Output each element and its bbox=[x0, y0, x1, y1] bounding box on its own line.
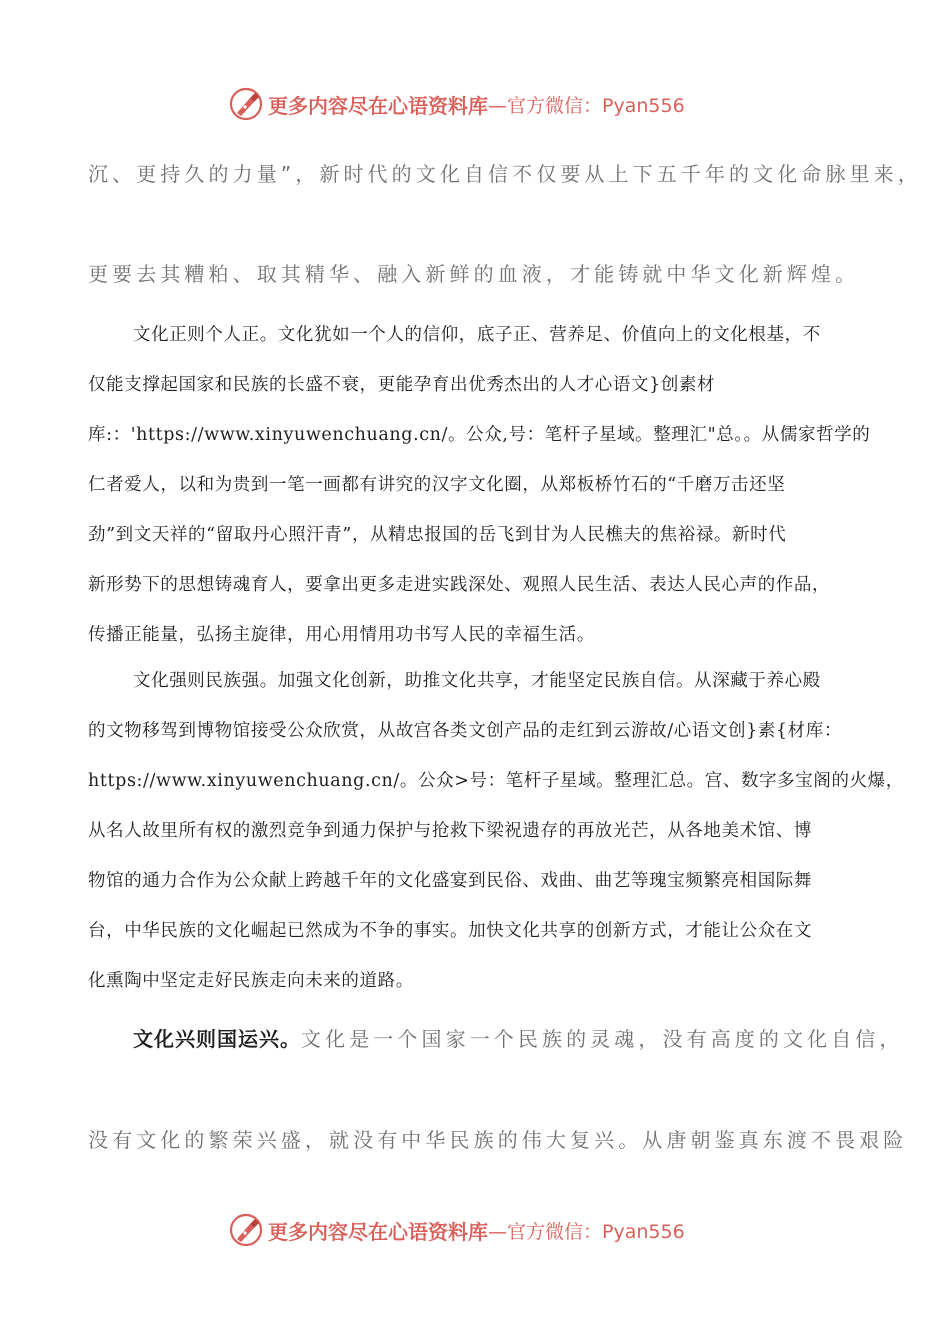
text-line: 台，中华民族的文化崛起已然成为不争的事实。加快文化共享的创新方式，才能让公众在文 bbox=[88, 921, 812, 941]
text-line: 沉、更持久的力量”，新时代的文化自信不仅要从上下五千年的文化命脉里来， bbox=[88, 162, 922, 186]
pen-nib-logo-icon bbox=[228, 1212, 264, 1248]
text-line: 的文物移驾到博物馆接受公众欣赏，从故宫各类文创产品的走红到云游故/心语文创}素{材库： bbox=[88, 721, 842, 741]
paragraph-start: 文化强则民族强。加强文化创新，助推文化共享，才能坚定民族自信。从深藏于养心殿 bbox=[133, 671, 821, 691]
text-line: 从名人故里所有权的激烈竞争到通力保护与抢救下梁祝遗存的再放光芒，从各地美术馆、博 bbox=[88, 821, 812, 841]
text-line: 没有文化的繁荣兴盛，就没有中华民族的伟大复兴。从唐朝鉴真东渡不畏艰险 bbox=[88, 1128, 908, 1152]
text-line: 库:：'https://www.xinyuwenchuang.cn/。公众,号：笔杆子星域。整理汇"总。。从儒家哲学的 bbox=[88, 425, 871, 445]
footer-banner bbox=[228, 1210, 748, 1250]
banner-wechat: —官方微信：Pyan556 bbox=[488, 1220, 685, 1243]
text-line: https://www.xinyuwenchuang.cn/。公众>号：笔杆子星域。整理汇总。宫、数字多宝阁的火爆， bbox=[88, 771, 904, 791]
text-line: 仁者爱人，以和为贵到一笔一画都有讲究的汉字文化圈，从郑板桥竹石的“千磨万击还坚 bbox=[88, 475, 786, 495]
banner-title: 更多内容尽在心语资料库 bbox=[268, 1219, 488, 1244]
text-line: 新形势下的思想铸魂育人，要拿出更多走进实践深处、观照人民生活、表达人民心声的作品， bbox=[88, 575, 831, 595]
text-line: 传播正能量，弘扬主旋律，用心用情用功书写人民的幸福生活。 bbox=[88, 625, 595, 645]
text-line: 仅能支撑起国家和民族的长盛不衰，更能孕育出优秀杰出的人才心语文}创素材 bbox=[88, 375, 716, 395]
text-span: 文化是一个国家一个民族的灵魂，没有高度的文化自信， bbox=[301, 1027, 904, 1051]
text-line: 更要去其糟粕、取其精华、融入新鲜的血液，才能铸就中华文化新辉煌。 bbox=[88, 262, 860, 286]
banner-wechat: —官方微信：Pyan556 bbox=[488, 94, 685, 117]
text-line: 物馆的通力合作为公众献上跨越千年的文化盛宴到民俗、戏曲、曲艺等瑰宝频繁亮相国际舞 bbox=[88, 871, 812, 891]
paragraph-start bbox=[133, 1023, 904, 1052]
pen-nib-logo-icon bbox=[228, 86, 264, 122]
section-lead-bold: 文化兴则国运兴。 bbox=[133, 1027, 301, 1051]
text-line: 化熏陶中坚定走好民族走向未来的道路。 bbox=[88, 971, 414, 991]
text-line: 劲”到文天祥的“留取丹心照汗青”，从精忠报国的岳飞到甘为人民樵夫的焦裕禄。新时代 bbox=[88, 525, 787, 545]
paragraph-start: 文化正则个人正。文化犹如一个人的信仰，底子正、营养足、价值向上的文化根基，不 bbox=[133, 325, 821, 345]
header-banner bbox=[228, 84, 748, 124]
banner-title: 更多内容尽在心语资料库 bbox=[268, 93, 488, 118]
